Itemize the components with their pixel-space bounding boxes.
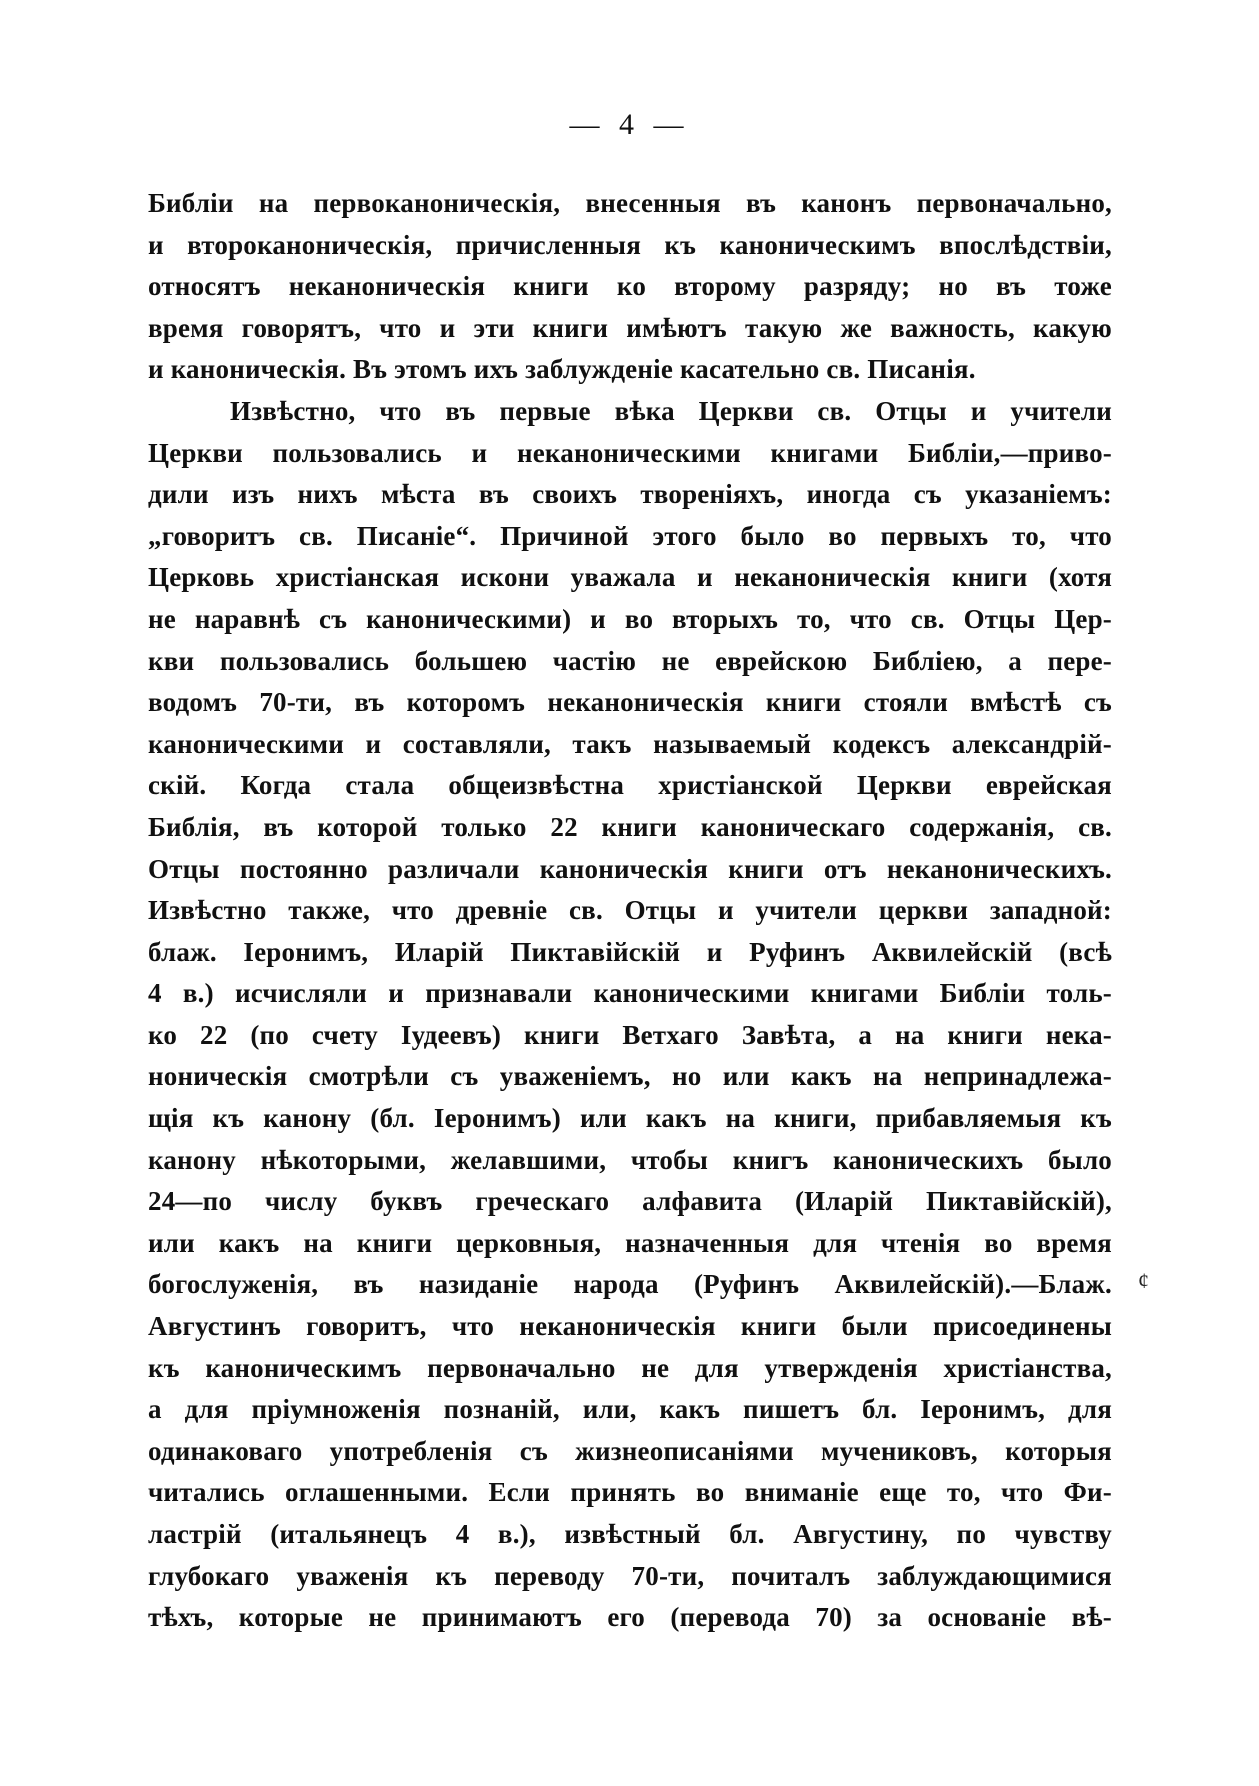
text-line: глубокаго уваженія къ переводу 70-ти, почиталъ заблуждающимися: [148, 1560, 1112, 1591]
text-line: ко 22 (по счету Іудеевъ) книги Ветхаго Завѣта, а на книги нека-: [148, 1019, 1112, 1050]
text-line: къ каноническимъ первоначально не для утвержденія христіанства,: [148, 1352, 1112, 1383]
text-line: 4 в.) исчисляли и признавали каноническими книгами Библіи толь-: [148, 978, 1112, 1009]
text-line: Библіи на первоканоническія, внесенныя въ канонъ первоначально,: [148, 188, 1112, 218]
text-line: читались оглашенными. Если принять во вниманіе еще то, что Фи-: [148, 1477, 1112, 1508]
text-line: „говоритъ св. Писаніе“. Причиной этого было во первыхъ то, что: [148, 520, 1112, 551]
text-line: канону нѣкоторыми, желавшими, чтобы книгъ каноническихъ было: [148, 1144, 1112, 1175]
text-line: Библія, въ которой только 22 книги каноническаго содержанія, св.: [148, 811, 1112, 842]
text-line: Отцы постоянно различали каноническія книги отъ неканоническихъ.: [148, 853, 1112, 884]
text-line: водомъ 70-ти, въ которомъ неканоническія книги стояли вмѣстѣ съ: [148, 687, 1112, 718]
text-line: ластрій (итальянецъ 4 в.), извѣстный бл. Августину, по чувству: [148, 1519, 1112, 1549]
text-line: 24—по числу буквъ греческаго алфавита (Иларій Пиктавійскій),: [148, 1186, 1112, 1217]
text-line: Извѣстно также, что древніе св. Отцы и учители церкви западной:: [148, 895, 1112, 926]
text-line: и каноническія. Въ этомъ ихъ заблужденіе касательно св. Писанія.: [148, 354, 976, 385]
text-line: не наравнѣ съ каноническими) и во вторыхъ то, что св. Отцы Цер-: [148, 603, 1112, 634]
text-line: Извѣстно, что въ первые вѣка Церкви св. Отцы и учители: [230, 395, 1112, 426]
text-line: Церкви пользовались и неканоническими книгами Библіи,—приво-: [148, 437, 1112, 468]
text-line: одинаковаго употребленія съ жизнеописаніями мучениковъ, которыя: [148, 1435, 1112, 1466]
text-line: кви пользовались большею частію не еврейскою Библіею, а пере-: [148, 645, 1112, 676]
text-line: Церковь христіанская искони уважала и неканоническія книги (хотя: [148, 562, 1112, 593]
text-line: относятъ неканоническія книги ко второму разряду; но въ тоже: [148, 271, 1112, 302]
text-line: скій. Когда стала общеизвѣстна христіанской Церкви еврейская: [148, 770, 1112, 801]
text-line: и второканоническія, причисленныя къ каноническимъ впослѣдствіи,: [148, 229, 1112, 260]
text-line: тѣхъ, которые не принимаютъ его (перевода 70) за основаніе вѣ-: [148, 1602, 1112, 1633]
text-line: или какъ на книги церковныя, назначенныя для чтенія во время: [148, 1227, 1112, 1258]
text-line: а для пріумноженія познаній, или, какъ пишетъ бл. Іеронимъ, для: [148, 1394, 1112, 1425]
text-line: блаж. Іеронимъ, Иларій Пиктавійскій и Руфинъ Аквилейскій (всѣ: [148, 936, 1112, 967]
text-line: богослуженія, въ назиданіе народа (Руфинъ Аквилейскій).—Блаж.: [148, 1269, 1112, 1300]
text-line: дили изъ нихъ мѣста въ своихъ твореніяхъ, иногда съ указаніемъ:: [148, 479, 1112, 510]
page-number: — 4 —: [569, 108, 690, 141]
text-line: щія къ канону (бл. Іеронимъ) или какъ на книги, прибавляемыя къ: [148, 1103, 1112, 1134]
text-line: Августинъ говоритъ, что неканоническія книги были присоединены: [148, 1311, 1112, 1342]
text-line: время говорятъ, что и эти книги имѣютъ такую же важность, какую: [148, 312, 1112, 343]
body-text: [148, 183, 1112, 1639]
text-line: каноническими и составляли, такъ называемый кодексъ александрій-: [148, 728, 1112, 759]
text-line: ноническія смотрѣли съ уваженіемъ, но или какъ на непринадлежа-: [148, 1061, 1112, 1092]
margin-mark: ¢: [1138, 1268, 1149, 1293]
